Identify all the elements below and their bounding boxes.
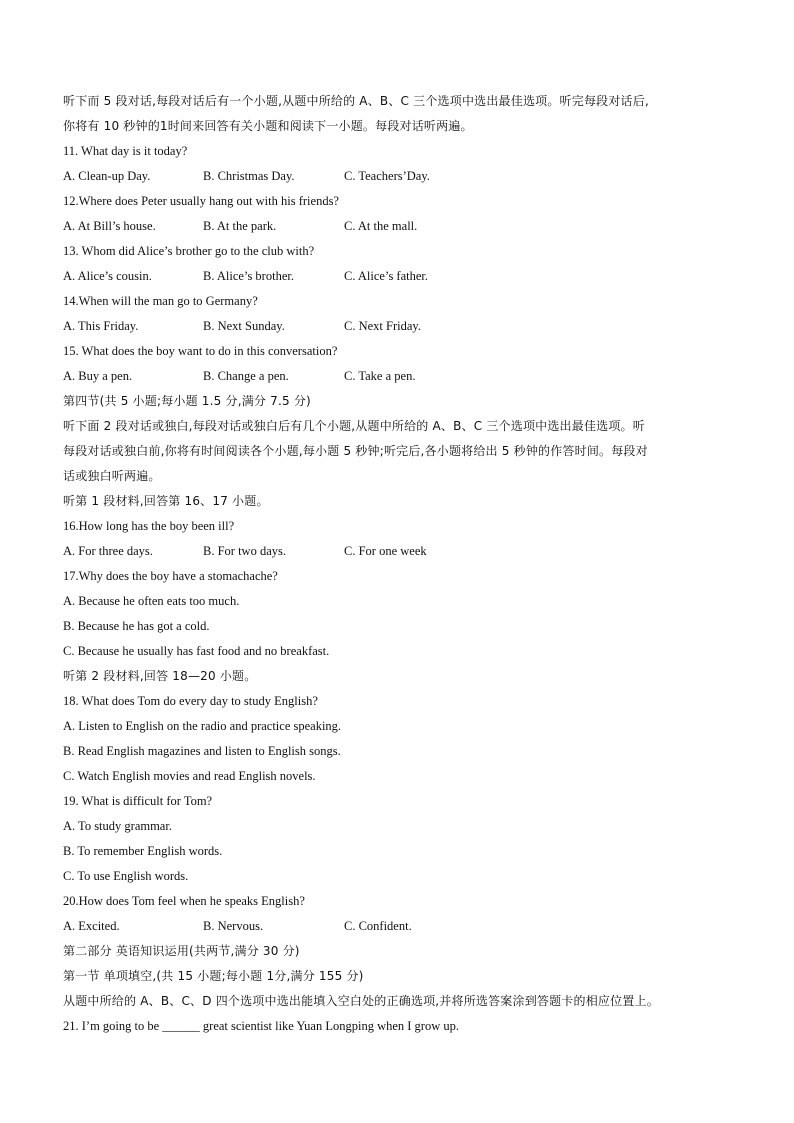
- option-c: C. At the mall.: [344, 219, 418, 233]
- instruction-line: 听下而 5 段对话,每段对话后有一个小题,从题中所给的 A、B、C 三个选项中选出最佳选项。听完每段对话后,: [63, 94, 649, 108]
- option-c: C. Because he usually has fast food and no breakfast.: [63, 644, 330, 658]
- option-c: C. For one week: [344, 544, 427, 558]
- options-11: [63, 164, 738, 189]
- question-15: 15. What does the boy want to do in this conversation?: [63, 344, 338, 358]
- question-14: 14.When will the man go to Germany?: [63, 294, 258, 308]
- section-title: 第一节 单项填空,(共 15 小题;每小题 1分,满分 155 分): [63, 969, 364, 983]
- option-b: B. At the park.: [203, 219, 277, 233]
- question-11: 11. What day is it today?: [63, 144, 188, 158]
- part-title: 第二部分 英语知识运用(共两节,满分 30 分): [63, 944, 300, 958]
- options-20: [63, 914, 738, 939]
- options-13: [63, 264, 738, 289]
- instruction-line: 每段对话或独白前,你将有时间阅读各个小题,每小题 5 秒钟;听完后,各小题将给出 5 秒钟的作答时间。每段对: [63, 444, 648, 458]
- option-a: A. Buy a pen.: [63, 369, 133, 383]
- options-15: [63, 364, 738, 389]
- question-20: 20.How does Tom feel when he speaks English?: [63, 894, 305, 908]
- options-16: [63, 539, 738, 564]
- option-b: B. Next Sunday.: [203, 319, 285, 333]
- option-b: B. Change a pen.: [203, 369, 289, 383]
- material-heading: 听第 1 段材料,回答第 16、17 小题。: [63, 494, 269, 508]
- question-18: 18. What does Tom do every day to study English?: [63, 694, 318, 708]
- options-12: [63, 214, 738, 239]
- instruction-line: 从题中所给的 A、B、C、D 四个选项中选出能填入空白处的正确选项,并将所选答案涂到答题卡的相应位置上。: [63, 994, 659, 1008]
- options-14: [63, 314, 738, 339]
- option-a: A. Excited.: [63, 919, 120, 933]
- question-12: 12.Where does Peter usually hang out with his friends?: [63, 194, 339, 208]
- question-17: 17.Why does the boy have a stomachache?: [63, 569, 278, 583]
- option-c: C. Alice’s father.: [344, 269, 429, 283]
- option-b: B. Because he has got a cold.: [63, 619, 210, 633]
- option-b: B. Alice’s brother.: [203, 269, 294, 283]
- option-a: A. For three days.: [63, 544, 153, 558]
- section-title: 第四节(共 5 小题;每小题 1.5 分,满分 7.5 分): [63, 394, 311, 408]
- question-19: 19. What is difficult for Tom?: [63, 794, 213, 808]
- option-c: C. Next Friday.: [344, 319, 421, 333]
- option-c: C. Confident.: [344, 919, 412, 933]
- option-a: A. Alice’s cousin.: [63, 269, 152, 283]
- option-b: B. Christmas Day.: [203, 169, 295, 183]
- option-b: B. Read English magazines and listen to English songs.: [63, 744, 341, 758]
- option-a: A. To study grammar.: [63, 819, 172, 833]
- option-c: C. To use English words.: [63, 869, 189, 883]
- option-c: C. Watch English movies and read English novels.: [63, 769, 316, 783]
- instruction-line: 你将有 10 秒钟的1时间来回答有关小题和阅读下一小题。每段对话听两遍。: [63, 119, 473, 133]
- option-a: A. At Bill’s house.: [63, 219, 156, 233]
- option-a: A. This Friday.: [63, 319, 139, 333]
- option-a: A. Clean-up Day.: [63, 169, 151, 183]
- option-b: B. For two days.: [203, 544, 286, 558]
- option-a: A. Because he often eats too much.: [63, 594, 240, 608]
- question-13: 13. Whom did Alice’s brother go to the club with?: [63, 244, 315, 258]
- option-c: C. Take a pen.: [344, 369, 416, 383]
- instruction-line: 话或独白听两遍。: [63, 469, 161, 483]
- exam-page: [63, 89, 738, 1039]
- instruction-line: 听下面 2 段对话或独白,每段对话或独白后有几个小题,从题中所给的 A、B、C 三个选项中选出最佳选项。听: [63, 419, 645, 433]
- option-b: B. To remember English words.: [63, 844, 223, 858]
- question-21: 21. I’m going to be ______ great scientist like Yuan Longping when I grow up.: [63, 1019, 459, 1033]
- option-c: C. Teachers’Day.: [344, 169, 430, 183]
- question-16: 16.How long has the boy been ill?: [63, 519, 235, 533]
- option-b: B. Nervous.: [203, 919, 264, 933]
- option-a: A. Listen to English on the radio and practice speaking.: [63, 719, 342, 733]
- material-heading: 听第 2 段材料,回答 18—20 小题。: [63, 669, 257, 683]
